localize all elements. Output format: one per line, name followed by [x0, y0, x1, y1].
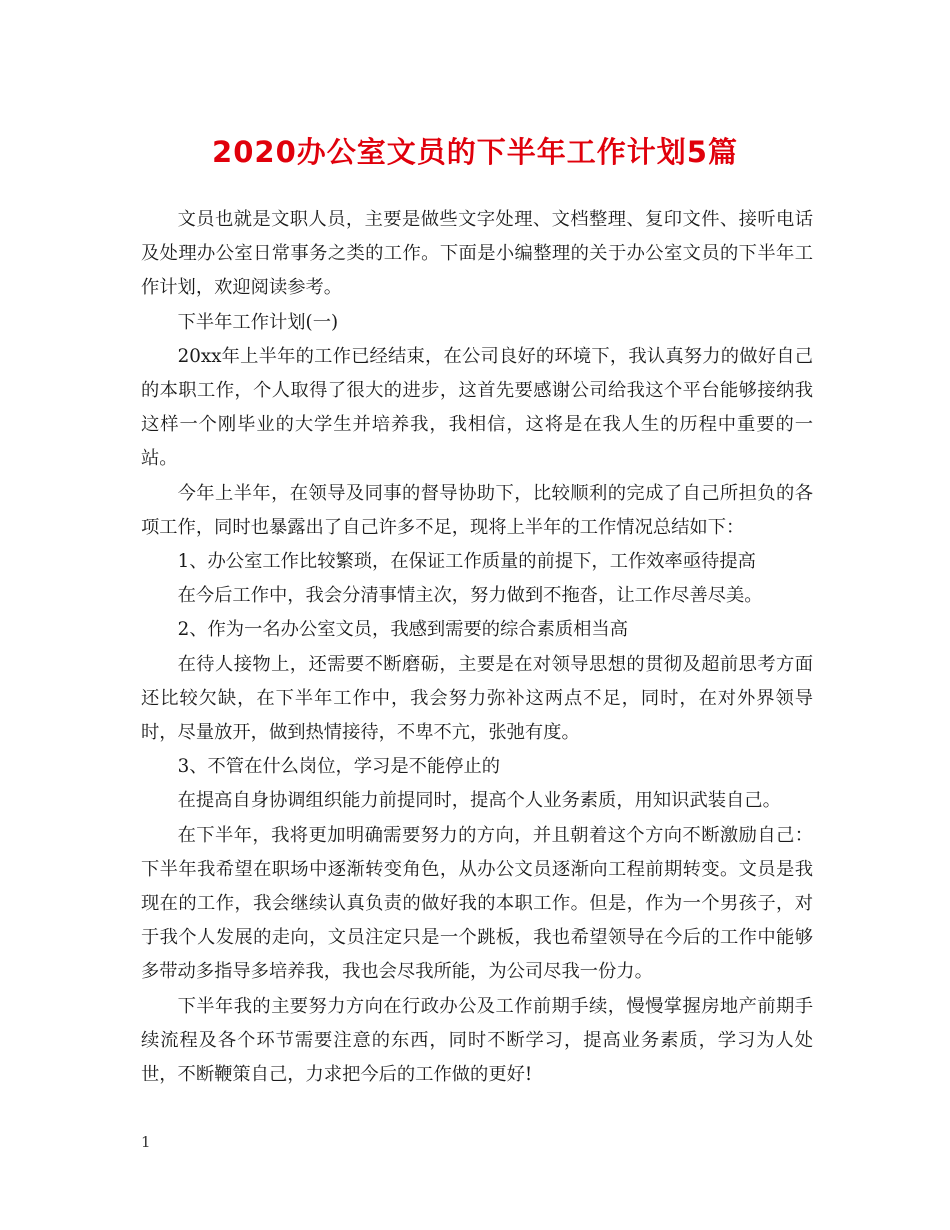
- paragraph: 文员也就是文职人员，主要是做些文字处理、文档整理、复印文件、接听电话及处理办公室日常事务之类的工作。下面是小编整理的关于办公室文员的下半年工作计划，欢迎阅读参考。: [141, 209, 813, 299]
- paragraph: 20xx年上半年的工作已经结束，在公司良好的环境下，我认真努力的做好自己的本职工作，个人取得了很大的进步，这首先要感谢公司给我这个平台能够接纳我这样一个刚毕业的大学生并培养我，我相信，这将是在我人生的历程中重要的一站。: [141, 345, 813, 470]
- page-number: 1: [141, 1133, 151, 1151]
- paragraph: 下半年我的主要努力方向在行政办公及工作前期手续，慢慢掌握房地产前期手续流程及各个环节需要注意的东西，同时不断学习，提高业务素质，学习为人处世，不断鞭策自己，力求把今后的工作做的更好!: [141, 995, 813, 1086]
- paragraph: 在下半年，我将更加明确需要努力的方向，并且朝着这个方向不断激励自己：下半年我希望在职场中逐渐转变角色，从办公文员逐渐向工程前期转变。文员是我现在的工作，我会继续认真负责的做好我的本职工作。但是，作为一个男孩子，对于我个人发展的走向，文员注定只是一个跳板，我也希望领导在今后的工作中能够多带动多指导多培养我，我也会尽我所能，为公司尽我一份力。: [141, 824, 813, 983]
- document-body: [141, 203, 813, 1092]
- paragraph: 在待人接物上，还需要不断磨砺，主要是在对领导思想的贯彻及超前思考方面还比较欠缺，在下半年工作中，我会努力弥补这两点不足，同时，在对外界领导时，尽量放开，做到热情接待，不卑不亢，张弛有度。: [141, 653, 813, 744]
- section-heading: 下半年工作计划(一): [177, 311, 339, 333]
- list-item-heading: 3、不管在什么岗位，学习是不能停止的: [177, 756, 501, 778]
- paragraph: 今年上半年，在领导及同事的督导协助下，比较顺利的完成了自己所担负的各项工作，同时也暴露出了自己许多不足，现将上半年的工作情况总结如下：: [141, 482, 813, 538]
- paragraph: 在提高自身协调组织能力前提同时，提高个人业务素质，用知识武装自己。: [177, 790, 781, 812]
- list-item-heading: 1、办公室工作比较繁琐，在保证工作质量的前提下，工作效率亟待提高: [177, 551, 756, 573]
- document-title: 2020办公室文员的下半年工作计划5篇: [212, 135, 738, 169]
- list-item-heading: 2、作为一名办公室文员，我感到需要的综合素质相当高: [177, 619, 628, 641]
- paragraph: 在今后工作中，我会分清事情主次，努力做到不拖沓，让工作尽善尽美。: [177, 585, 763, 607]
